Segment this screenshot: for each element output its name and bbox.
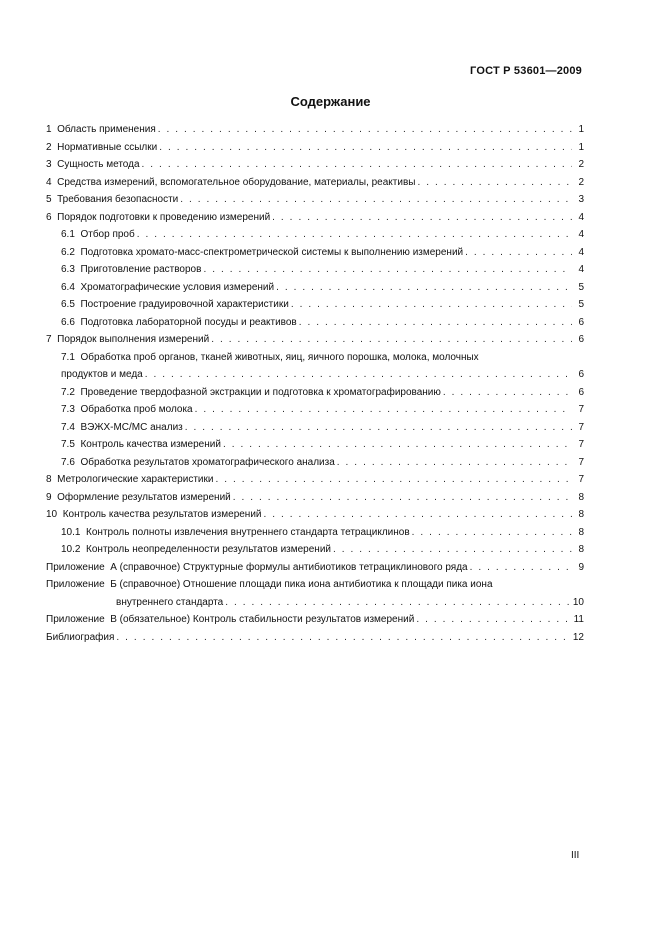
toc-entry-7-4[interactable]: 7.4 ВЭЖХ-МС/МС анализ . . . 7 bbox=[46, 419, 584, 437]
toc-entry-5[interactable]: 5 Требования безопасности . . . 3 bbox=[46, 191, 584, 209]
toc-entry-10[interactable]: 10 Контроль качества результатов измерений . . . 8 bbox=[46, 506, 584, 524]
standard-number: ГОСТ Р 53601—2009 bbox=[470, 65, 582, 77]
toc-entry-appendix-b[interactable]: Приложение Б (справочное) Отношение площади пика иона антибиотика к площади пика иона внутреннего стандарта . . . 10 bbox=[46, 576, 584, 611]
page-title: Содержание bbox=[290, 94, 371, 109]
toc-entry-6[interactable]: 6 Порядок подготовки к проведению измерений . . . 4 bbox=[46, 209, 584, 227]
toc-entry-10-2[interactable]: 10.2 Контроль неопределенности результатов измерений . . . 8 bbox=[46, 541, 584, 559]
toc-entry-3[interactable]: 3 Сущность метода . . . 2 bbox=[46, 156, 584, 174]
toc-entry-7[interactable]: 7 Порядок выполнения измерений . . . 6 bbox=[46, 331, 584, 349]
toc-entry-7-3[interactable]: 7.3 Обработка проб молока . . . 7 bbox=[46, 401, 584, 419]
toc-entry-4[interactable]: 4 Средства измерений, вспомогательное оборудование, материалы, реактивы . . . 2 bbox=[46, 174, 584, 192]
toc-entry-8[interactable]: 8 Метрологические характеристики . . . 7 bbox=[46, 471, 584, 489]
toc-entry-7-6[interactable]: 7.6 Обработка результатов хроматографического анализа . . . 7 bbox=[46, 454, 584, 472]
toc-entry-7-5[interactable]: 7.5 Контроль качества измерений . . . 7 bbox=[46, 436, 584, 454]
toc-entry-7-2[interactable]: 7.2 Проведение твердофазной экстракции и подготовка к хроматографированию . . . 6 bbox=[46, 384, 584, 402]
toc-entry-6-2[interactable]: 6.2 Подготовка хромато-масс-спектрометрической системы к выполнению измерений . . . 4 bbox=[46, 244, 584, 262]
toc-entry-6-4[interactable]: 6.4 Хроматографические условия измерений . . . 5 bbox=[46, 279, 584, 297]
toc-entry-6-6[interactable]: 6.6 Подготовка лабораторной посуды и реактивов . . . 6 bbox=[46, 314, 584, 332]
toc-entry-appendix-v[interactable]: Приложение В (обязательное) Контроль стабильности результатов измерений . . . 11 bbox=[46, 611, 584, 629]
toc-entry-6-3[interactable]: 6.3 Приготовление растворов . . . 4 bbox=[46, 261, 584, 279]
toc-entry-6-5[interactable]: 6.5 Построение градуировочной характеристики . . . 5 bbox=[46, 296, 584, 314]
toc-entry-bibliography[interactable]: Библиография . . . 12 bbox=[46, 629, 584, 647]
toc-entry-10-1[interactable]: 10.1 Контроль полноты извлечения внутреннего стандарта тетрациклинов . . . 8 bbox=[46, 524, 584, 542]
toc-entry-2[interactable]: 2 Нормативные ссылки . . . 1 bbox=[46, 139, 584, 157]
toc-entry-6-1[interactable]: 6.1 Отбор проб . . . 4 bbox=[46, 226, 584, 244]
table-of-contents bbox=[46, 121, 584, 646]
toc-entry-1[interactable]: 1 Область применения . . . 1 bbox=[46, 121, 584, 139]
toc-entry-7-1[interactable]: 7.1 Обработка проб органов, тканей животных, яиц, яичного порошка, молока, молочных продуктов и меда . . . 6 bbox=[46, 349, 584, 384]
toc-entry-9[interactable]: 9 Оформление результатов измерений . . . 8 bbox=[46, 489, 584, 507]
page-number: III bbox=[571, 850, 580, 861]
toc-entry-appendix-a[interactable]: Приложение А (справочное) Структурные формулы антибиотиков тетрациклинового ряда . . . 9 bbox=[46, 559, 584, 577]
